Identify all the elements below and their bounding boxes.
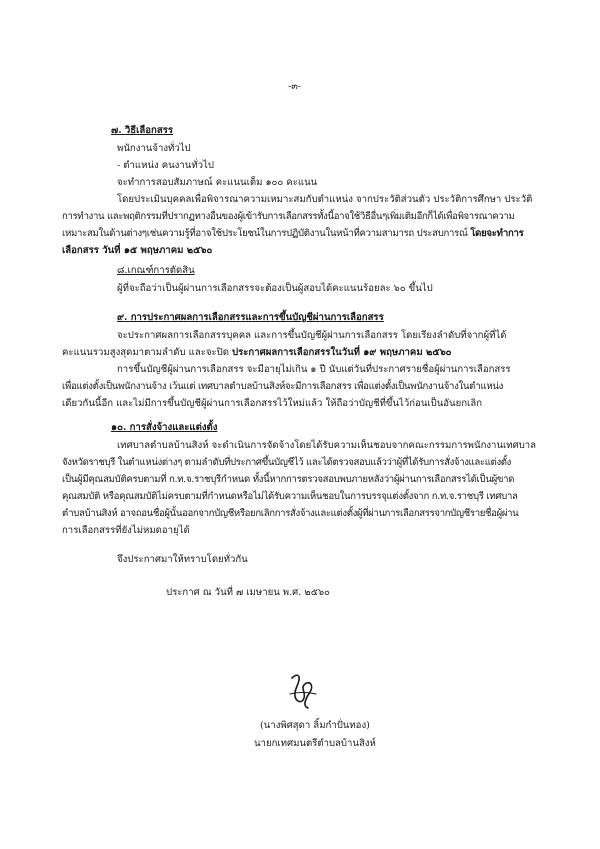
signature [286, 672, 320, 712]
section-9-line: เดียวกันนี้อีก และไม่มีการขึ้นบัญชีผู้ผ่านการเลือกสรรไว้ใหม่แล้ว ให้ถือว่าบัญชีที่ขึ้นไว้ก่อนเป็นอันยกเลิก [62, 398, 483, 409]
section-9-line: เพื่อแต่งตั้งเป็นพนักงานจ้าง เว้นแต่ เทศบาลตำบลบ้านสิงห์จะมีการเลือกสรร เพื่อแต่งตั้งเป็นพนักงานจ้างในตำแหน่ง [62, 381, 504, 392]
section-10-heading: ๑๐. การสั่งจ้างและแต่งตั้ง [111, 422, 218, 433]
section-7-paragraph [62, 227, 523, 240]
section-9-text: คะแนนรวมสูงสุดมาตามลำดับ และจะปิด [62, 347, 229, 358]
page-number: -๓- [288, 81, 302, 92]
signer-title: นายกเทศมนตรีตำบลบ้านสิงห์ [254, 738, 376, 749]
section-9-line [62, 346, 452, 359]
section-9-bold-text: ประกาศผลการเลือกสรรในวันที่ ๑๙ พฤษภาคม ๒๕๖๐ [232, 347, 452, 358]
section-9-heading: ๙. การประกาศผลการเลือกสรรและการขึ้นบัญชีผ่านการเลือกสรร [117, 312, 384, 323]
section-7-bold-text: โดยจะทำการ [470, 228, 524, 239]
section-10-line: เป็นผู้มีคุณสมบัติครบตามที่ ก.ท.จ.ราชบุรีกำหนด ทั้งนี้หากการตรวจสอบพบภายหลังว่าผู้ผ่านการเลือกสรรได้เป็นผู้ขาด [62, 474, 515, 485]
signer-name: (นางพิศสุดา ลิ้มกำปั่นทอง) [260, 720, 370, 731]
section-8-heading: ๘.เกณฑ์การตัดสิน [117, 265, 195, 276]
section-7-date: เลือกสรร วันที่ ๑๕ พฤษภาคม ๒๕๖๐ [62, 245, 213, 256]
section-7-paragraph: การทำงาน และพฤติกรรมที่ปรากฏทางอื่นของผู้เข้ารับการเลือกสรรทั้งนี้อาจใช้วิธีอื่นๆเพิ่มเติมอีกก็ได้เพื่อพิจารณาความ [62, 211, 515, 222]
section-7-paragraph: โดยประเมินบุคคลเพื่อพิจารณาความเหมาะสมกับตำแหน่ง จากประวัติส่วนตัว ประวัติการศึกษา ประวัติ [117, 194, 533, 205]
section-10-line: จังหวัดราชบุรี ในตำแหน่งต่างๆ ตามลำดับที่ประกาศขึ้นบัญชีไว้ และได้ตรวจสอบแล้วว่าผู้ที่ได้รับการสั่งจ้างและแต่งตั้ง [62, 457, 511, 468]
announcement-date: ประกาศ ณ วันที่ ๗ เมษายน พ.ศ. ๒๕๖๐ [166, 587, 330, 598]
section-7-heading: ๗. วิธีเลือกสรร [111, 125, 174, 136]
section-10-line: การเลือกสรรที่ยังไม่หมดอายุได้ [62, 525, 190, 536]
section-7-line: จะทำการสอบสัมภาษณ์ คะแนนเต็ม ๑๐๐ คะแนน [117, 177, 318, 188]
section-7-line: พนักงานจ้างทั่วไป [117, 143, 191, 154]
closing-statement: จึงประกาศมาให้ทราบโดยทั่วกัน [117, 554, 248, 565]
section-7-text: เหมาะสมในด้านต่างๆเช่นความรู้ที่อาจใช้ประโยชน์ในการปฏิบัติงานในหน้าที่ความสามารถ ประสบการณ์ [62, 228, 468, 239]
section-9-line: จะประกาศผลการเลือกสรรบุคคล และการขึ้นบัญชีผู้ผ่านการเลือกสรร โดยเรียงลำดับที่จากผู้ที่ได้ [117, 330, 507, 341]
section-10-line: ตำบลบ้านสิงห์ อาจถอนชื่อผู้นั้นออกจากบัญชีหรือยกเลิกการสั่งจ้างและแต่งตั้งผู้ที่ผ่านการเลือกสรรจากบัญชีรายชื่อผู้ผ่าน [62, 508, 519, 519]
section-8-line: ผู้ที่จะถือว่าเป็นผู้ผ่านการเลือกสรรจะต้องเป็นผู้สอบได้คะแนนร้อยละ ๖๐ ขึ้นไป [117, 283, 433, 294]
section-9-line: การขึ้นบัญชีผู้ผ่านการเลือกสรร จะมีอายุไม่เกิน ๑ ปี นับแต่วันที่ประกาศรายชื่อผู้ผ่านการเลือกสรร [117, 364, 511, 375]
section-7-line: - ตำแหน่ง คนงานทั่วไป [117, 160, 214, 171]
section-10-line: คุณสมบัติ หรือคุณสมบัติไม่ครบตามที่กำหนดหรือไม่ได้รับความเห็นชอบในการบรรจุแต่งตั้งจาก ก.ท.จ.ราชบุรี เทศบาล [62, 491, 518, 502]
section-10-line: เทศบาลตำบลบ้านสิงห์ จะดำเนินการจัดจ้างโดยได้รับความเห็นชอบจากคณะกรรมการพนักงานเทศบาล [117, 440, 537, 451]
